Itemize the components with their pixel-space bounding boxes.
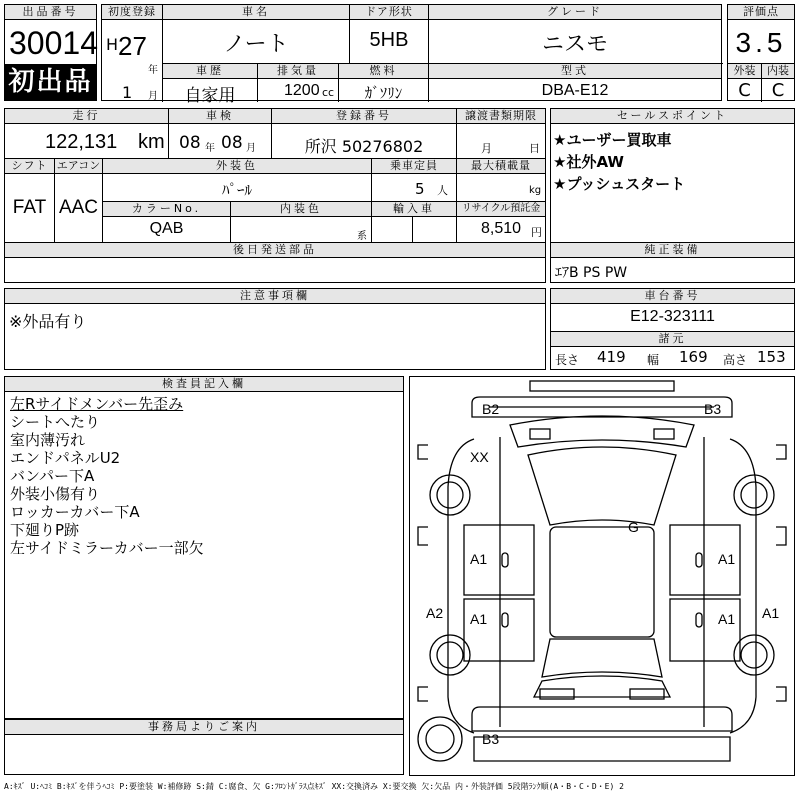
recycle-unit: 円 bbox=[531, 226, 542, 239]
damage-b3-bottom: B3 bbox=[482, 731, 500, 747]
recycle-label: リサイクル預託金 bbox=[457, 202, 545, 217]
model: DBA-E12 bbox=[541, 82, 609, 99]
score: 3.5 bbox=[735, 27, 787, 58]
damage-a1-right-lower: A1 bbox=[718, 611, 736, 627]
spare-wheel bbox=[418, 717, 462, 761]
sales-point-2: ★社外AW bbox=[553, 153, 624, 171]
year-unit: 年 bbox=[148, 65, 158, 76]
grade-label: グレード bbox=[429, 5, 721, 20]
rear-bumper bbox=[472, 707, 732, 731]
car-diagram bbox=[410, 377, 794, 775]
inspector-line-4: エンドパネルU2 bbox=[10, 449, 121, 467]
windshield bbox=[528, 447, 676, 525]
reg-month: 1 bbox=[122, 83, 133, 102]
insp-month: 08 bbox=[221, 133, 243, 153]
notes-label: 注意事項欄 bbox=[5, 289, 545, 304]
era: H bbox=[106, 35, 119, 54]
ext-label: 外装 bbox=[728, 64, 761, 79]
body-left bbox=[448, 439, 474, 733]
shift: FAT bbox=[12, 197, 47, 218]
damage-a1-right-side: A1 bbox=[762, 605, 780, 621]
plate-label: 登録番号 bbox=[272, 109, 456, 124]
sales-label: セールスポイント bbox=[551, 109, 794, 124]
ac-label: エアコン bbox=[56, 159, 101, 172]
color-no: QAB bbox=[149, 220, 184, 237]
width-label: 幅 bbox=[647, 353, 660, 367]
mileage: 122,131 bbox=[45, 131, 118, 153]
inspector-line-7: ロッカーカバー下A bbox=[10, 503, 140, 521]
equip-label: 純正装備 bbox=[551, 243, 794, 258]
recycle: 8,510 bbox=[481, 220, 522, 237]
dims-label: 諸元 bbox=[551, 332, 794, 347]
int-color-label: 内装色 bbox=[231, 202, 371, 217]
fuel-label: 燃料 bbox=[339, 64, 428, 79]
int-grade: C bbox=[771, 80, 785, 101]
damage-a1-left-upper: A1 bbox=[470, 551, 488, 567]
score-box bbox=[727, 4, 795, 101]
notes-text: ※外品有り bbox=[9, 312, 87, 331]
damage-a2: A2 bbox=[426, 605, 444, 621]
fuel: ｶﾞｿﾘﾝ bbox=[364, 84, 403, 102]
lot-number: 30014 bbox=[9, 25, 98, 61]
top-table bbox=[101, 4, 722, 106]
transfer-month-unit: 月 bbox=[481, 142, 492, 155]
chassis-number: E12-323111 bbox=[630, 308, 715, 325]
legend: A:ｷｽﾞ U:ﾍｺﾐ B:ｷｽﾞを伴うﾍｺﾐ P:要塗装 W:補修跡 S:錆 C:腐食、欠 G:ﾌﾛﾝﾄｶﾞﾗｽ点ｷｽﾞ XX:交換済み X:要交換 欠:欠品 内・外装評価 5段階ﾗﾝｸ順(A・B・C・D・E) 2 bbox=[4, 782, 624, 791]
length: 419 bbox=[597, 348, 626, 366]
equipment: ｴｱB PS PW bbox=[555, 265, 628, 281]
damage-b2: B2 bbox=[482, 401, 500, 417]
inspector-label: 検査員記入欄 bbox=[5, 377, 403, 392]
hood bbox=[510, 416, 694, 447]
insp-year: 08 bbox=[179, 133, 201, 153]
body-right bbox=[730, 439, 756, 733]
inspector-line-6: 外装小傷有り bbox=[10, 485, 101, 503]
length-label: 長さ bbox=[555, 353, 580, 367]
reg-label: 初度登録 bbox=[102, 5, 162, 20]
mirror-left bbox=[418, 527, 428, 545]
load-unit: kg bbox=[529, 185, 542, 196]
model-label: 型式 bbox=[429, 64, 721, 79]
grade: ニスモ bbox=[541, 32, 608, 57]
inspector-line-5: バンパー下A bbox=[10, 467, 95, 485]
notes-box bbox=[4, 288, 546, 370]
disp-unit: cc bbox=[322, 86, 335, 99]
capacity-unit: 人 bbox=[437, 184, 448, 197]
ac: AAC bbox=[58, 197, 99, 218]
lot-label: 出品番号 bbox=[5, 5, 96, 20]
capacity: 5 bbox=[415, 180, 425, 198]
sales-box bbox=[550, 108, 795, 283]
wheel-front-left bbox=[430, 475, 470, 515]
color-no-label: カラーNo. bbox=[103, 202, 230, 217]
info-table bbox=[4, 108, 546, 283]
wheel-front-right bbox=[734, 475, 774, 515]
inspector-line-2: シートへたり bbox=[10, 413, 101, 431]
damage-a1-right-upper: A1 bbox=[718, 551, 736, 567]
int-label: 内装 bbox=[762, 64, 794, 79]
width: 169 bbox=[679, 348, 708, 366]
transfer-label: 譲渡書類期限 bbox=[457, 109, 545, 124]
plate: 所沢 50276802 bbox=[304, 137, 424, 156]
color-label: 外装色 bbox=[103, 159, 371, 174]
inspector-line-3: 室内薄汚れ bbox=[10, 431, 86, 449]
chassis-label: 車台番号 bbox=[551, 289, 794, 304]
transfer-day-unit: 日 bbox=[529, 142, 540, 155]
int-color-unit: 系 bbox=[357, 231, 367, 242]
month-unit: 月 bbox=[148, 91, 158, 102]
mileage-label: 走行 bbox=[5, 109, 168, 124]
sales-point-1: ★ユーザー買取車 bbox=[553, 131, 672, 149]
history: 自家用 bbox=[184, 86, 236, 106]
history-label: 車歴 bbox=[163, 64, 257, 79]
mileage-unit: km bbox=[138, 131, 165, 153]
door-type: 5HB bbox=[369, 29, 409, 51]
car-name: ノート bbox=[223, 32, 289, 57]
mirror-right bbox=[776, 527, 786, 545]
door-label: ドア形状 bbox=[350, 5, 428, 20]
inspector-line-9: 左サイドミラーカバー一部欠 bbox=[10, 539, 204, 557]
roof bbox=[550, 527, 654, 637]
rear-door-right bbox=[670, 599, 740, 661]
damage-xx: XX bbox=[470, 449, 489, 465]
sales-point-3: ★プッシュスタート bbox=[553, 175, 686, 193]
damage-b3-top: B3 bbox=[704, 401, 722, 417]
insp-month-unit: 月 bbox=[246, 143, 256, 154]
body-color: ﾊﾟｰﾙ bbox=[221, 181, 252, 199]
capacity-label: 乗車定員 bbox=[372, 159, 456, 174]
load-label: 最大積載量 bbox=[457, 159, 545, 174]
later-parts-label: 後日発送部品 bbox=[5, 243, 545, 258]
insp-year-unit: 年 bbox=[205, 143, 215, 154]
height: 153 bbox=[757, 348, 786, 366]
chassis-box bbox=[550, 288, 795, 370]
rear-bumper-lower bbox=[474, 737, 730, 761]
first-listing-badge: 初出品 bbox=[4, 64, 97, 101]
inspection-label: 車検 bbox=[169, 109, 271, 124]
damage-a1-left-lower: A1 bbox=[470, 611, 488, 627]
inspector-box bbox=[4, 376, 404, 719]
import-label: 輸入車 bbox=[372, 202, 456, 217]
inspector-line-8: 下廻りP跡 bbox=[10, 521, 80, 539]
reg-year: 27 bbox=[118, 31, 147, 61]
office-box bbox=[4, 719, 404, 775]
car-label: 車名 bbox=[163, 5, 349, 20]
shift-label: シフト bbox=[5, 159, 54, 174]
score-label: 評価点 bbox=[728, 5, 794, 20]
damage-diagram bbox=[409, 376, 795, 776]
office-label: 事務局よりご案内 bbox=[5, 720, 403, 735]
rear-door-left bbox=[464, 599, 534, 661]
height-label: 高さ bbox=[723, 353, 748, 367]
disp-label: 排気量 bbox=[258, 64, 338, 79]
ext-grade: C bbox=[738, 80, 751, 101]
trunk bbox=[534, 676, 670, 697]
damage-g: G bbox=[628, 519, 639, 535]
inspector-line-1: 左Rサイドメンバー先歪み bbox=[10, 395, 184, 413]
rear-window bbox=[542, 639, 662, 677]
front-bumper-strip bbox=[530, 381, 674, 391]
displacement: 1200 bbox=[284, 82, 320, 99]
